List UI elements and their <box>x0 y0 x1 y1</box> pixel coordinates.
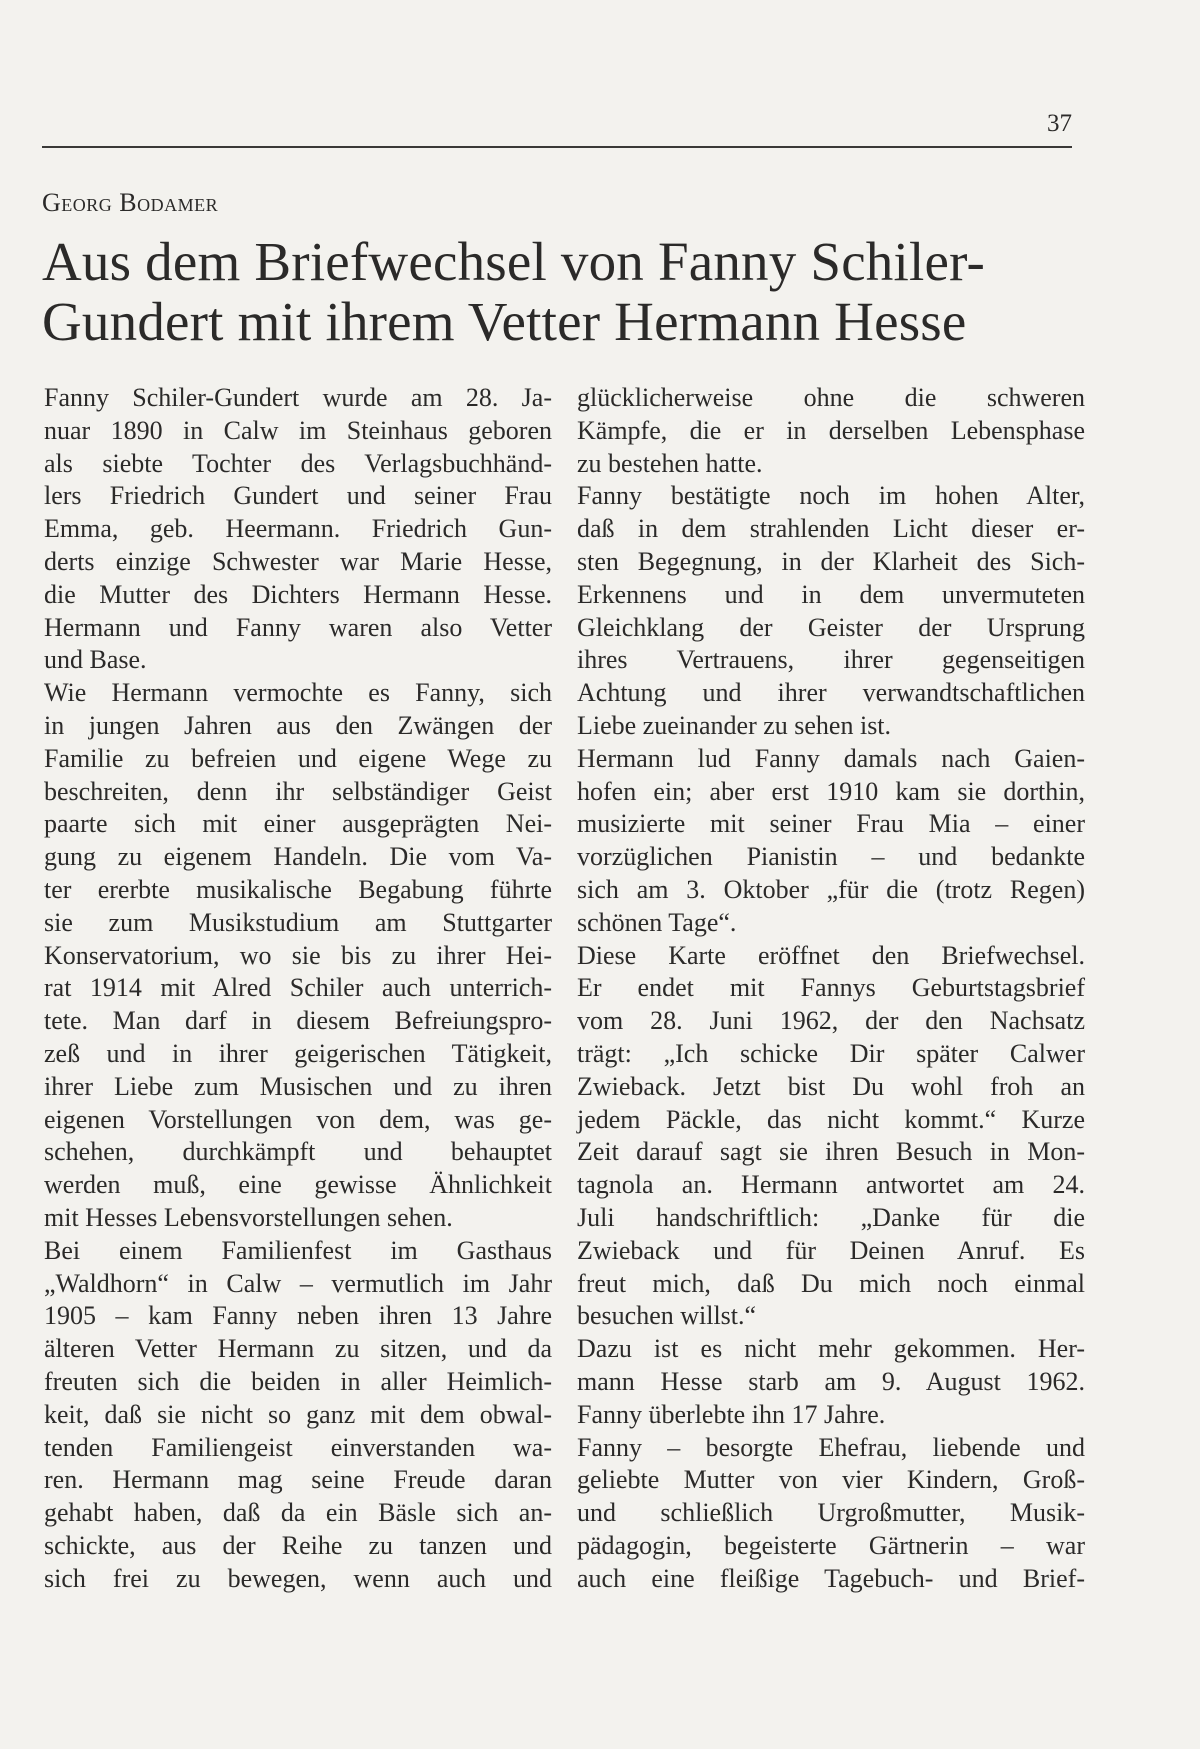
text-line: lers Friedrich Gundert und seiner Frau <box>44 481 552 511</box>
text-line: keit, daß sie nicht so ganz mit dem obwal- <box>44 1399 552 1429</box>
text-line: schehen, durchkämpft und behauptet <box>44 1137 552 1167</box>
text-line: rat 1914 mit Alred Schiler auch unterrich- <box>44 973 552 1003</box>
text-line: Fanny bestätigte noch im hohen Alter, <box>577 481 1085 511</box>
text-line: Hermann und Fanny waren also Vetter <box>44 612 552 642</box>
left-column <box>44 382 552 1595</box>
text-line: ihrer Liebe zum Musischen und zu ihren <box>44 1071 552 1101</box>
text-line: und Base. <box>44 645 147 675</box>
text-line: glücklicherweise ohne die schweren <box>577 383 1085 412</box>
text-line: Dazu ist es nicht mehr gekommen. Her- <box>577 1334 1085 1364</box>
text-line: sie zum Musikstudium am Stuttgarter <box>44 907 552 937</box>
text-line: Konservatorium, wo sie bis zu ihrer Hei- <box>44 940 552 970</box>
text-line: Wie Hermann vermochte es Fanny, sich <box>44 678 552 708</box>
text-line: Hermann lud Fanny damals nach Gaien- <box>577 743 1085 773</box>
text-line: paarte sich mit einer ausgeprägten Nei- <box>44 809 552 839</box>
text-line: Fanny – besorgte Ehefrau, liebende und <box>577 1432 1085 1462</box>
text-line: ren. Hermann mag seine Freude daran <box>44 1465 552 1495</box>
text-line: Er endet mit Fannys Geburtstagsbrief <box>577 973 1085 1003</box>
text-line: eigenen Vorstellungen von dem, was ge- <box>44 1104 552 1134</box>
text-line: tagnola an. Hermann antwortet am 24. <box>577 1170 1085 1200</box>
text-line: Liebe zueinander zu sehen ist. <box>577 710 892 740</box>
text-line: Fanny überlebte ihn 17 Jahre. <box>577 1399 886 1429</box>
right-column <box>577 382 1085 1595</box>
text-line: mit Hesses Lebensvorstellungen sehen. <box>44 1202 453 1232</box>
text-line: schickte, aus der Reihe zu tanzen und <box>44 1530 552 1560</box>
text-line: Familie zu befreien und eigene Wege zu <box>44 743 552 773</box>
text-line: schönen Tage“. <box>577 907 737 937</box>
text-line: 1905 – kam Fanny neben ihren 13 Jahre <box>44 1301 552 1331</box>
text-line: Diese Karte eröffnet den Briefwechsel. <box>577 940 1085 970</box>
text-line: werden muß, eine gewisse Ähnlichkeit <box>44 1170 552 1200</box>
text-line: beschreiten, denn ihr selbständiger Geist <box>44 776 552 806</box>
text-line: trägt: „Ich schicke Dir später Calwer <box>577 1038 1085 1068</box>
text-line: Erkennens und in dem unvermuteten <box>577 579 1085 609</box>
text-line: ter ererbte musikalische Begabung führte <box>44 874 552 904</box>
text-line: sten Begegnung, in der Klarheit des Sich- <box>577 546 1085 576</box>
text-line: Zwieback. Jetzt bist Du wohl froh an <box>577 1071 1085 1101</box>
text-line: vom 28. Juni 1962, der den Nachsatz <box>577 1006 1085 1036</box>
text-line: jedem Päckle, das nicht kommt.“ Kurze <box>577 1104 1085 1134</box>
text-line: „Waldhorn“ in Calw – vermutlich im Jahr <box>44 1268 552 1298</box>
text-line: als siebte Tochter des Verlagsbuchhänd- <box>44 448 552 478</box>
header-rule <box>42 146 1072 148</box>
text-line: geliebte Mutter von vier Kindern, Groß- <box>577 1465 1085 1495</box>
text-line: daß in dem strahlenden Licht dieser er- <box>577 514 1085 544</box>
text-line: freuten sich die beiden in aller Heimlich- <box>44 1366 552 1396</box>
text-line: auch eine fleißige Tagebuch- und Brief- <box>577 1563 1085 1593</box>
article-title <box>42 232 1082 352</box>
text-line: derts einzige Schwester war Marie Hesse, <box>44 546 552 576</box>
text-line: die Mutter des Dichters Hermann Hesse. <box>44 579 552 609</box>
text-line: Juli handschriftlich: „Danke für die <box>577 1202 1085 1232</box>
text-line: Fanny Schiler-Gundert wurde am 28. Ja- <box>44 383 552 412</box>
text-line: besuchen willst.“ <box>577 1301 757 1331</box>
text-line: zeß und in ihrer geigerischen Tätigkeit, <box>44 1038 552 1068</box>
title-line: Aus dem Briefwechsel von Fanny Schiler- <box>42 231 986 292</box>
title-line: Gundert mit ihrem Vetter Hermann Hesse <box>42 291 967 352</box>
text-line: Kämpfe, die er in derselben Lebensphase <box>577 415 1085 445</box>
text-line: Emma, geb. Heermann. Friedrich Gun- <box>44 514 552 544</box>
text-line: vorzüglichen Pianistin – und bedankte <box>577 842 1085 872</box>
text-line: Gleichklang der Geister der Ursprung <box>577 612 1085 642</box>
text-line: nuar 1890 in Calw im Steinhaus geboren <box>44 415 552 445</box>
text-line: mann Hesse starb am 9. August 1962. <box>577 1366 1085 1396</box>
text-line: tete. Man darf in diesem Befreiungspro- <box>44 1006 552 1036</box>
text-line: in jungen Jahren aus den Zwängen der <box>44 710 552 740</box>
text-line: musizierte mit seiner Frau Mia – einer <box>577 809 1085 839</box>
text-line: Zwieback und für Deinen Anruf. Es <box>577 1235 1085 1265</box>
text-line: Achtung und ihrer verwandtschaftlichen <box>577 678 1085 708</box>
text-line: pädagogin, begeisterte Gärtnerin – war <box>577 1530 1085 1560</box>
text-line: hofen ein; aber erst 1910 kam sie dorthin, <box>577 776 1085 806</box>
text-line: älteren Vetter Hermann zu sitzen, und da <box>44 1334 552 1364</box>
text-line: Bei einem Familienfest im Gasthaus <box>44 1235 552 1265</box>
page-number: 37 <box>1047 110 1072 137</box>
text-line: Zeit darauf sagt sie ihren Besuch in Mon- <box>577 1137 1085 1167</box>
text-line: und schließlich Urgroßmutter, Musik- <box>577 1498 1085 1528</box>
text-line: gung zu eigenem Handeln. Die vom Va- <box>44 842 552 872</box>
text-line: tenden Familiengeist einverstanden wa- <box>44 1432 552 1462</box>
text-line: sich frei zu bewegen, wenn auch und <box>44 1563 552 1593</box>
text-line: zu bestehen hatte. <box>577 448 763 478</box>
text-line: freut mich, daß Du mich noch einmal <box>577 1268 1085 1298</box>
text-line: ihres Vertrauens, ihrer gegenseitigen <box>577 645 1085 675</box>
text-line: gehabt haben, daß da ein Bäsle sich an- <box>44 1498 552 1528</box>
author-name: Georg Bodamer <box>42 188 219 217</box>
text-line: sich am 3. Oktober „für die (trotz Regen) <box>577 874 1085 904</box>
